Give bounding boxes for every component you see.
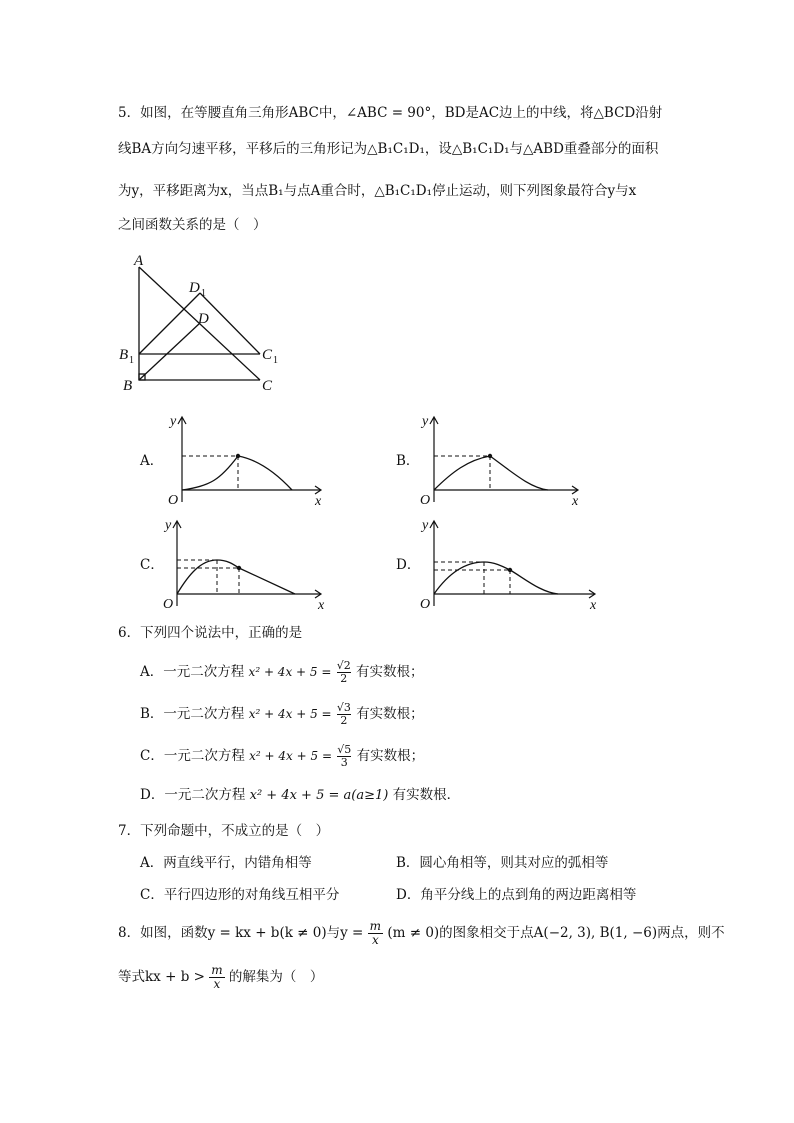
- q7-option-b[interactable]: B．圆心角相等，则其对应的弧相等: [396, 855, 609, 871]
- q5-line-3: 为y，平移距离为x，当点B₁与点A重合时，△B₁C₁D₁停止运动，则下列图象最符合y与x: [118, 183, 637, 199]
- axis-y-label: y: [422, 414, 429, 429]
- q5-option-d-label[interactable]: D．: [396, 557, 421, 573]
- origin-label: O: [163, 597, 174, 612]
- q5-line-1: 5．如图，在等腰直角三角形ABC中，∠ABC = 90°，BD是AC边上的中线，将△BCD沿射: [118, 105, 663, 121]
- label-c1: C: [262, 347, 273, 363]
- label-b: B: [123, 378, 133, 394]
- q5-option-c-label[interactable]: C．: [140, 557, 164, 573]
- q6-option-d[interactable]: D．一元二次方程 x² + 4x + 5 = a(a≥1) 有实数根．: [140, 787, 461, 803]
- q5-option-b-graph: [412, 410, 592, 510]
- label-b1-sub: 1: [129, 355, 134, 366]
- q8-line-1: 8．如图，函数y = kx + b(k ≠ 0)与y = $\frac{m}{x}$ (m ≠ 0)的图象相交于点A(−2, 3), B(1, −6)两点，则不: [118, 919, 725, 947]
- origin-label: O: [420, 493, 431, 508]
- axis-x-label: x: [315, 494, 322, 509]
- origin-label: O: [168, 493, 179, 508]
- axis-y-label: y: [422, 518, 429, 533]
- q5-option-a-label[interactable]: A．: [140, 453, 164, 469]
- q7-option-a[interactable]: A．两直线平行，内错角相等: [140, 855, 312, 871]
- q5-line-4: 之间函数关系的是（ ）: [118, 217, 267, 233]
- q5-triangle-figure: [110, 245, 310, 400]
- label-c: C: [262, 378, 273, 394]
- q6-option-b[interactable]: B．一元二次方程 x² + 4x + 5 = $\frac{√3}{2}$ 有实数根；: [140, 701, 424, 727]
- q7-stem: 7．下列命题中，不成立的是（ ）: [118, 823, 330, 839]
- axis-x-label: x: [318, 598, 325, 613]
- axis-y-label: y: [165, 518, 172, 533]
- q6-option-c[interactable]: C．一元二次方程 x² + 4x + 5 = $\frac{√5}{3}$ 有实数根；: [140, 743, 425, 769]
- q8-line-2: 等式kx + b > $\frac{m}{x}$ 的解集为（ ）: [118, 963, 324, 991]
- segment-d1c1: [200, 293, 260, 354]
- label-d1: D: [189, 280, 200, 296]
- label-c1-sub: 1: [273, 355, 278, 366]
- origin-label: O: [420, 597, 431, 612]
- axis-y-label: y: [170, 414, 177, 429]
- q6-option-a[interactable]: A．一元二次方程 x² + 4x + 5 = $\frac{√2}{2}$ 有实数根；: [140, 659, 424, 685]
- axis-x-label: x: [590, 598, 597, 613]
- q5-option-d-graph: [412, 514, 602, 614]
- q7-option-d[interactable]: D．角平分线上的点到角的两边距离相等: [396, 887, 637, 903]
- segment-bd: [139, 323, 200, 380]
- q5-option-b-label[interactable]: B．: [396, 453, 420, 469]
- label-d1-sub: 1: [201, 288, 206, 299]
- segment-b1d1: [139, 293, 200, 354]
- label-b1: B: [119, 347, 129, 363]
- q7-option-c[interactable]: C．平行四边形的对角线互相平分: [140, 887, 340, 903]
- label-d: D: [198, 311, 209, 327]
- q5-line-2: 线BA方向匀速平移，平移后的三角形记为△B₁C₁D₁，设△B₁C₁D₁与△ABD重叠部分的面积: [118, 141, 659, 157]
- q5-option-a-graph: [160, 410, 340, 510]
- label-a: A: [134, 253, 144, 269]
- axis-x-label: x: [572, 494, 579, 509]
- q5-option-c-graph: [155, 514, 335, 614]
- q6-stem: 6．下列四个说法中，正确的是: [118, 625, 303, 641]
